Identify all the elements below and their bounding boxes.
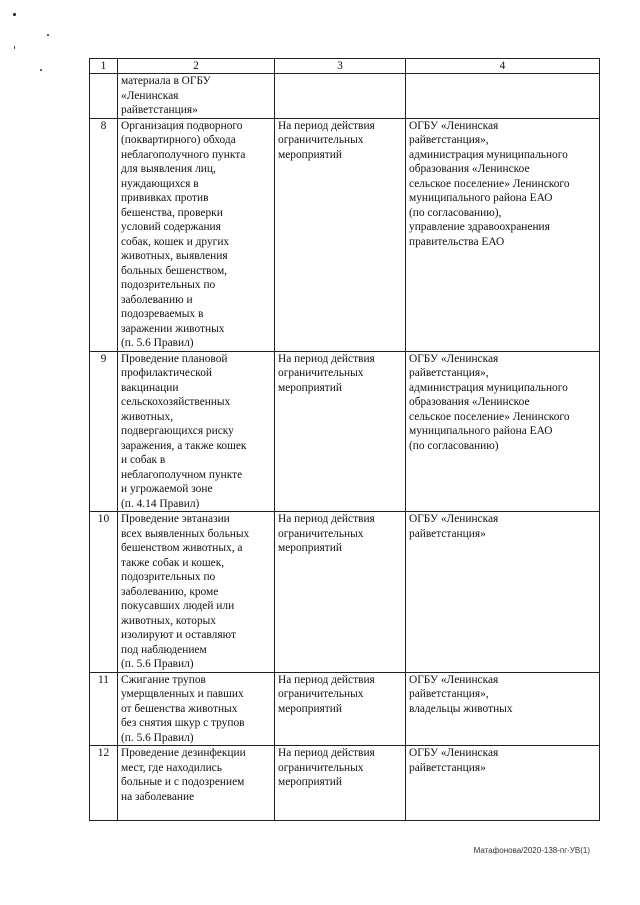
responsible-cell <box>406 74 600 119</box>
table-row <box>90 74 600 119</box>
row-number: 11 <box>90 672 118 746</box>
measure-cell: материала в ОГБУ «Ленинская райветстанция» <box>118 74 275 119</box>
scan-speck <box>40 69 42 71</box>
measures-table <box>89 58 600 821</box>
responsible-cell: ОГБУ «Ленинская райветстанция», владельцы животных <box>406 672 600 746</box>
responsible-cell: ОГБУ «Ленинская райветстанция», администрация муниципального образования «Ленинское сельское поселение» Ленинского муниципального района ЕАО (по согласованию) <box>406 351 600 512</box>
term-cell: На период действия ограничительных мероприятий <box>275 118 406 351</box>
term-cell: На период действия ограничительных мероприятий <box>275 672 406 746</box>
term-cell: На период действия ограничительных мероприятий <box>275 512 406 673</box>
term-cell: На период действия ограничительных мероприятий <box>275 351 406 512</box>
table-row <box>90 746 600 821</box>
measure-cell: Проведение плановой профилактической вакцинации сельскохозяйственных животных, подвергающихся риску заражения, а также кошек и собак в неблагополучном пункте и угрожаемой зоне (п. 4.14 Правил) <box>118 351 275 512</box>
row-number <box>90 74 118 119</box>
row-number: 12 <box>90 746 118 821</box>
row-number: 10 <box>90 512 118 673</box>
responsible-cell: ОГБУ «Ленинская райветстанция», администрация муниципального образования «Ленинское сельское поселение» Ленинского муниципального района ЕАО (по согласованию), управление здравоохранения правительства ЕАО <box>406 118 600 351</box>
col-header: 4 <box>406 59 600 74</box>
table-header-row <box>90 59 600 74</box>
scan-speck <box>14 46 15 49</box>
table-row <box>90 118 600 351</box>
table-row <box>90 672 600 746</box>
measure-cell: Проведение дезинфекции мест, где находились больные и с подозрением на заболевание <box>118 746 275 821</box>
col-header: 2 <box>118 59 275 74</box>
row-number: 9 <box>90 351 118 512</box>
row-number: 8 <box>90 118 118 351</box>
term-cell <box>275 74 406 119</box>
measure-cell: Проведение эвтаназии всех выявленных больных бешенством животных, а также собак и кошек, подозрительных по заболеванию, кроме покусавших людей или животных, которых изолируют и оставляют под наблюдением (п. 5.6 Правил) <box>118 512 275 673</box>
measure-cell: Организация подворного (поквартирного) обхода неблагополучного пункта для выявления лиц, нуждающихся в прививках против бешенства, проверки условий содержания собак, кошек и других животных, выявления больных бешенством, подозрительных по заболеванию и подозреваемых в заражении животных (п. 5.6 Правил) <box>118 118 275 351</box>
term-cell: На период действия ограничительных мероприятий <box>275 746 406 821</box>
col-header: 1 <box>90 59 118 74</box>
document-footer-code: Матафонова/2020-138-пг-УВ(1) <box>473 846 590 855</box>
responsible-cell: ОГБУ «Ленинская райветстанция» <box>406 746 600 821</box>
measure-cell: Сжигание трупов умерщвленных и павших от бешенства животных без снятия шкур с трупов (п. 5.6 Правил) <box>118 672 275 746</box>
col-header: 3 <box>275 59 406 74</box>
scan-speck <box>13 13 16 16</box>
scan-speck <box>47 34 49 36</box>
table-row <box>90 351 600 512</box>
table-row <box>90 512 600 673</box>
responsible-cell: ОГБУ «Ленинская райветстанция» <box>406 512 600 673</box>
